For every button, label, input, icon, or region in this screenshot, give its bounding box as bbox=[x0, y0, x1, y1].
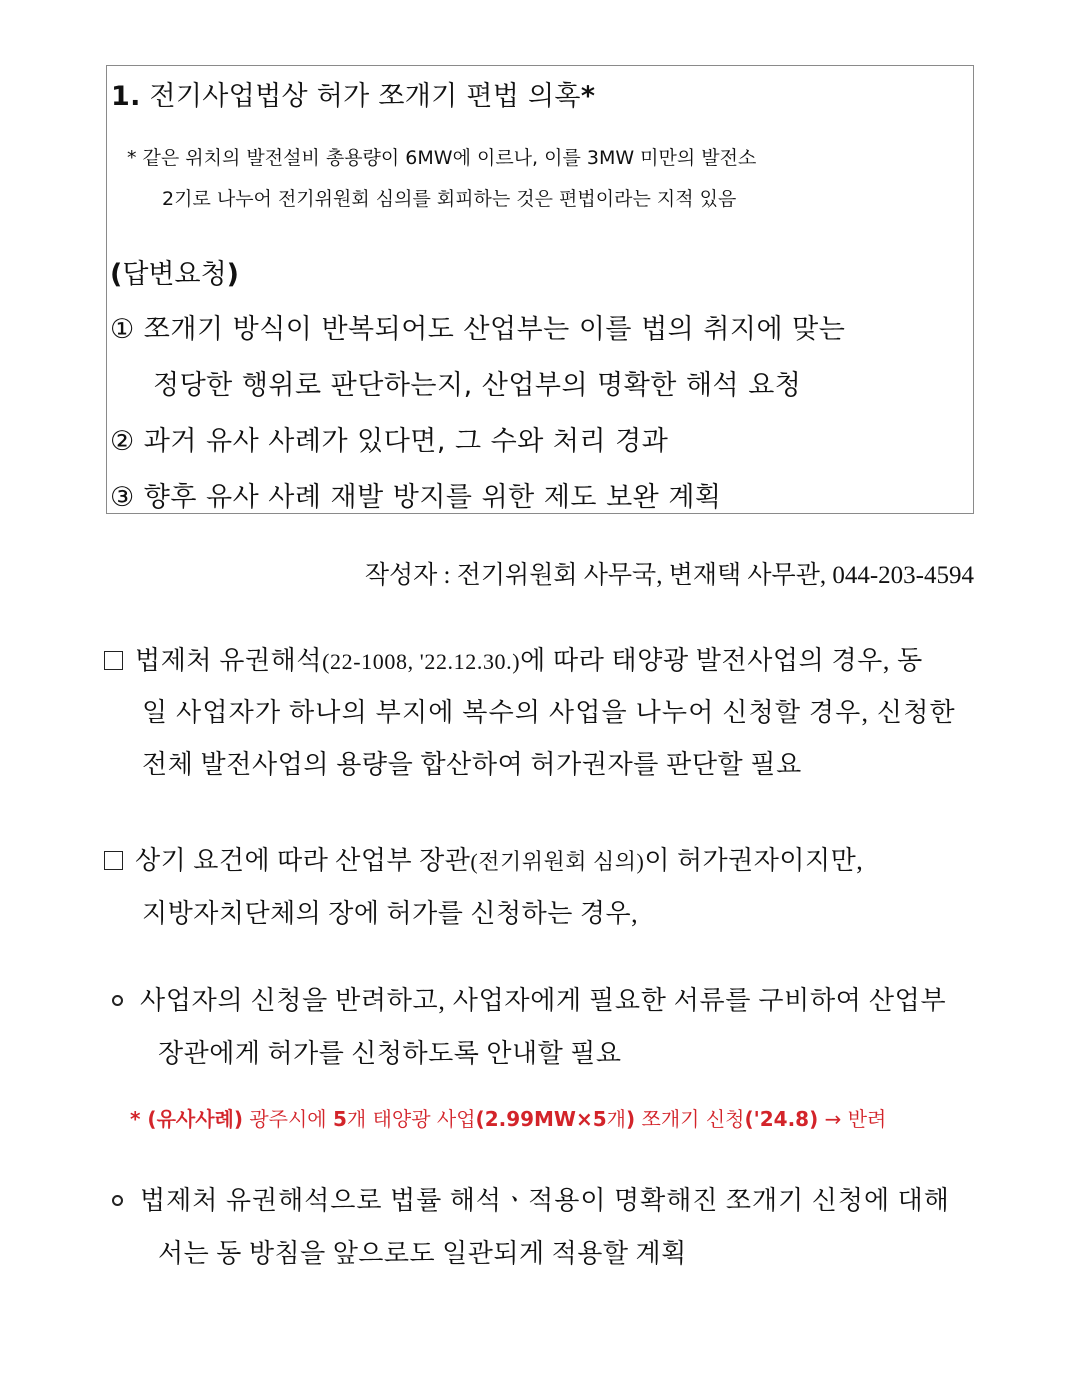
circle-bullet-icon bbox=[112, 1195, 123, 1206]
case-close-paren: ) bbox=[626, 1107, 636, 1131]
request-item-1-line-2: 정당한 행위로 판단하는지, 산업부의 명확한 해석 요청 bbox=[153, 370, 802, 401]
request-paren-open: ( bbox=[110, 259, 123, 290]
question-title bbox=[111, 74, 595, 113]
arrow-right-icon: → bbox=[818, 1107, 848, 1131]
question-note-line-1: * 같은 위치의 발전설비 총용량이 6MW에 이르나, 이를 3MW 미만의 발전소 bbox=[127, 147, 757, 169]
para2-parenthetical: (전기위원회 심의) bbox=[470, 849, 645, 874]
circle-bullet-icon bbox=[112, 995, 123, 1006]
request-item-1-line-1: ① 쪼개기 방식이 반복되어도 산업부는 이를 법의 취지에 맞는 bbox=[110, 314, 846, 345]
question-title-star: * bbox=[580, 81, 596, 112]
request-item-3: ③ 향후 유사 사례 재발 방지를 위한 제도 보완 계획 bbox=[110, 482, 722, 513]
question-title-text: 전기사업법상 허가 쪼개기 편법 의혹 bbox=[140, 81, 581, 112]
answer-request-label bbox=[110, 252, 239, 291]
case-date: ('24.8) bbox=[744, 1107, 819, 1131]
case-spec: (2.99MW×5 bbox=[475, 1107, 607, 1131]
para1-line-1 bbox=[104, 640, 923, 677]
question-box bbox=[106, 65, 974, 514]
request-paren-close: ) bbox=[226, 259, 240, 290]
para4-line-1 bbox=[112, 1180, 950, 1217]
para2-line1-pre: 상기 요건에 따라 산업부 장관 bbox=[135, 846, 471, 875]
square-bullet-icon bbox=[104, 851, 123, 870]
case-label: (유사사례) bbox=[147, 1107, 243, 1131]
para1-line-2: 일 사업자가 하나의 부지에 복수의 사업을 나누어 신청할 경우, 신청한 bbox=[142, 698, 956, 727]
author-line: 작성자 : 전기위원회 사무국, 변재택 사무관, 044-203-4594 bbox=[364, 562, 974, 589]
para2-line-1 bbox=[104, 840, 863, 877]
question-number: 1. bbox=[111, 81, 141, 112]
para4-line-2: 서는 동 방침을 앞으로도 일관되게 적용할 계획 bbox=[158, 1239, 687, 1268]
case-text-4: 쪼개기 신청 bbox=[635, 1107, 745, 1131]
para2-line1-post: 이 허가권자이지만, bbox=[644, 846, 864, 875]
case-count: 5 bbox=[332, 1107, 347, 1131]
case-text-2: 개 태양광 사업 bbox=[346, 1107, 476, 1131]
similar-case-note bbox=[130, 1103, 886, 1132]
request-label-text: 답변요청 bbox=[122, 259, 227, 290]
request-item-2: ② 과거 유사 사례가 있다면, 그 수와 처리 경과 bbox=[110, 426, 669, 457]
para2-line-2: 지방자치단체의 장에 허가를 신청하는 경우, bbox=[142, 899, 639, 928]
question-note-line-2: 2기로 나누어 전기위원회 심의를 회피하는 것은 편법이라는 지적 있음 bbox=[162, 188, 737, 210]
para1-line1-pre: 법제처 유권해석 bbox=[135, 646, 323, 675]
para1-line-3: 전체 발전사업의 용량을 합산하여 허가권자를 판단할 필요 bbox=[142, 750, 802, 779]
case-star: * bbox=[130, 1107, 148, 1131]
para1-reference: (22-1008, '22.12.30.) bbox=[322, 649, 521, 674]
para4-line1-text: 법제처 유권해석으로 법률 해석ㆍ적용이 명확해진 쪼개기 신청에 대해 bbox=[140, 1186, 950, 1215]
case-result: 반려 bbox=[847, 1107, 887, 1131]
para3-line-2: 장관에게 허가를 신청하도록 안내할 필요 bbox=[158, 1039, 622, 1068]
case-text-1: 광주시에 bbox=[242, 1107, 333, 1131]
case-text-3: 개 bbox=[606, 1107, 626, 1131]
para1-line1-post: 에 따라 태양광 발전사업의 경우, 동 bbox=[520, 646, 923, 675]
para3-line1-text: 사업자의 신청을 반려하고, 사업자에게 필요한 서류를 구비하여 산업부 bbox=[140, 986, 947, 1015]
square-bullet-icon bbox=[104, 651, 123, 670]
para3-line-1 bbox=[112, 980, 946, 1017]
